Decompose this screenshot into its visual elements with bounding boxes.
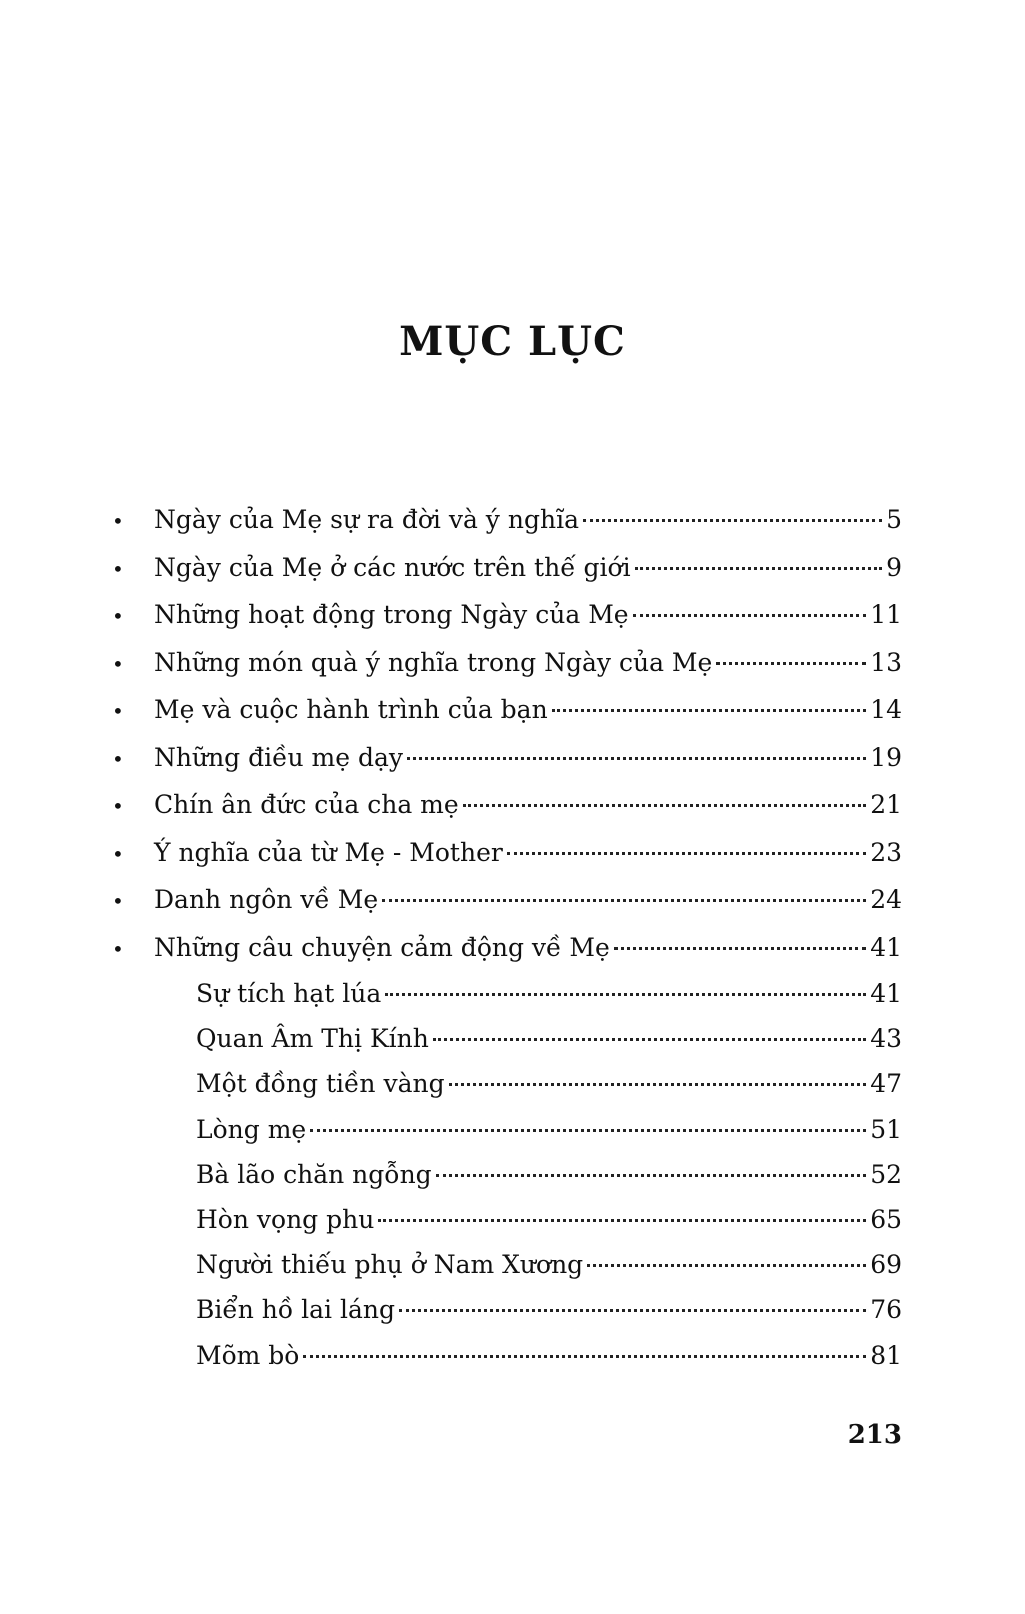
toc-sub-entry [112,1242,902,1287]
dot-leader [587,1264,866,1267]
toc-page-number: 21 [870,790,902,819]
toc-entry-title: Ngày của Mẹ ở các nước trên thế giới [154,552,631,582]
toc-sub-entry [112,1016,902,1061]
dot-leader [407,757,866,760]
page-title: MỤC LỤC [399,318,626,365]
dot-leader [635,567,883,570]
toc-page-number: 47 [870,1069,902,1099]
toc-entry [112,686,902,734]
toc-sub-entry [112,1061,902,1106]
toc-sub-entry-title: Quan Âm Thị Kính [196,1024,429,1054]
toc-entry [112,544,902,592]
toc-entry-title: Những hoạt động trong Ngày của Mẹ [154,600,629,629]
toc-sub-entry-title: Biển hồ lai láng [196,1295,395,1325]
toc-page-number: 76 [870,1295,902,1325]
dot-leader [382,899,866,902]
dot-leader [614,947,866,950]
toc-page-number: 11 [870,600,902,629]
toc-page-number: 24 [870,885,902,914]
toc-entry-title: Mẹ và cuộc hành trình của bạn [154,695,548,724]
dot-leader [507,852,866,855]
toc-sub-entry-title: Một đồng tiền vàng [196,1069,445,1099]
bullet-icon: • [112,651,124,676]
toc-entry [112,829,902,877]
toc-sub-entry-title: Mõm bò [196,1340,300,1370]
toc-entry [112,924,902,972]
toc-entry [112,734,902,782]
toc-page-number: 69 [870,1250,902,1280]
toc-sub-entry [112,1333,902,1378]
toc-page-number: 43 [870,1024,902,1054]
toc-entry-title: Những điều mẹ dạy [154,742,404,772]
dot-leader [399,1309,866,1312]
table-of-contents [112,496,902,1378]
bullet-icon: • [112,794,124,818]
toc-sub-entry-title: Hòn vọng phu [196,1204,375,1234]
dot-leader [378,1219,866,1222]
dot-leader [583,519,882,522]
toc-page-number: 13 [870,647,902,677]
bullet-icon: • [112,699,124,723]
bullet-icon: • [112,936,124,961]
dot-leader [552,709,867,712]
toc-entry-title: Ngày của Mẹ sự ra đời và ý nghĩa [154,505,579,534]
toc-entry-title: Danh ngôn về Mẹ [154,885,379,914]
toc-entry [112,876,902,924]
toc-entry-title: Những câu chuyện cảm động về Mẹ [154,932,610,962]
bullet-icon: • [112,889,124,913]
dot-leader [310,1129,866,1132]
toc-entry [112,639,902,687]
toc-sub-entry-title: Sự tích hạt lúa [196,979,382,1008]
dot-leader [716,662,866,665]
toc-sub-entry [112,971,902,1016]
toc-sub-entry [112,1287,902,1332]
dot-leader [385,993,866,996]
toc-page-number: 51 [870,1114,902,1144]
bullet-icon: • [112,556,124,581]
toc-entry [112,591,902,639]
toc-entry-title: Những món quà ý nghĩa trong Ngày của Mẹ [154,647,713,677]
toc-page-number: 81 [870,1340,902,1370]
dot-leader [449,1083,867,1086]
toc-entry [112,781,902,829]
toc-sub-entry-title: Lòng mẹ [196,1114,307,1144]
bullet-icon: • [112,841,124,866]
toc-sub-entry [112,1197,902,1242]
toc-page-number: 65 [870,1204,902,1234]
dot-leader [436,1174,867,1177]
toc-sub-entry [112,1107,902,1152]
toc-sub-entry [112,1152,902,1197]
page-number: 213 [847,1420,902,1450]
toc-page-number: 41 [870,979,902,1008]
toc-entry-title: Chín ân đức của cha mẹ [154,790,459,819]
dot-leader [433,1038,866,1041]
bullet-icon: • [112,746,124,771]
toc-entry-title: Ý nghĩa của từ Mẹ - Mother [154,837,503,867]
toc-page-number: 5 [886,505,902,534]
toc-page-number: 14 [870,695,902,724]
toc-sub-entry-title: Bà lão chăn ngỗng [196,1159,432,1189]
toc-sub-entry-title: Người thiếu phụ ở Nam Xương [196,1250,584,1280]
dot-leader [303,1355,866,1358]
bullet-icon: • [112,509,124,533]
bullet-icon: • [112,604,124,628]
toc-entry [112,496,902,544]
toc-page-number: 41 [870,932,902,962]
toc-page-number: 52 [870,1159,902,1189]
toc-page-number: 23 [870,837,902,867]
toc-page-number: 19 [870,742,902,772]
dot-leader [463,804,867,807]
toc-page-number: 9 [886,552,902,582]
dot-leader [633,614,867,617]
